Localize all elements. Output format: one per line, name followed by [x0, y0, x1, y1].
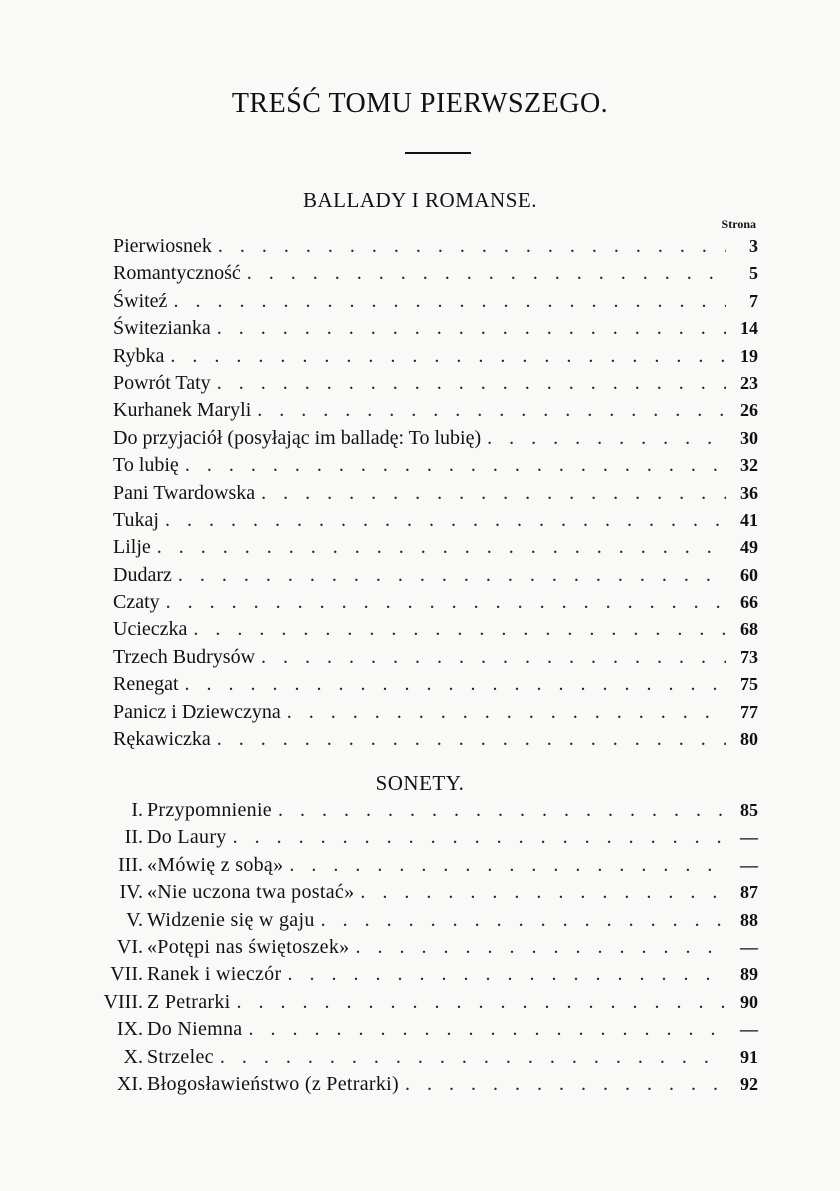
- toc-entry: [113, 671, 758, 698]
- toc-entry: [113, 699, 758, 726]
- entry-number: V.: [126, 908, 143, 931]
- entry-page-number: 66: [740, 592, 758, 613]
- dot-leader: [349, 934, 726, 961]
- toc-list-ballady: [113, 233, 758, 753]
- entry-page-number: 14: [740, 318, 758, 339]
- section-heading-sonety: SONETY.: [375, 771, 465, 795]
- entry-page-number: 19: [740, 345, 758, 366]
- dot-leader: [255, 480, 726, 507]
- entry-title: Świtezianka: [113, 317, 211, 340]
- dot-leader: [399, 1071, 726, 1098]
- entry-number: IV.: [119, 881, 143, 904]
- dot-leader: [281, 699, 726, 726]
- entry-page-number: 26: [740, 400, 758, 421]
- entry-number: IX.: [116, 1018, 143, 1041]
- dot-leader: [187, 616, 726, 643]
- page-title: TREŚĆ TOMU PIERWSZEGO.: [231, 88, 609, 119]
- entry-number: I.: [131, 799, 143, 821]
- entry-page-number: 30: [740, 427, 758, 448]
- toc-entry: [85, 824, 758, 851]
- toc-entry: [113, 726, 758, 753]
- toc-entry: [113, 315, 758, 342]
- dot-leader: [179, 671, 726, 698]
- entry-title: Lilje: [113, 536, 151, 559]
- dot-leader: [283, 852, 726, 879]
- entry-page-number: 87: [740, 882, 758, 903]
- toc-entry: [113, 616, 758, 643]
- entry-title: Ranek i wieczór: [147, 963, 282, 986]
- toc-entry: [85, 797, 758, 824]
- dot-leader: [241, 260, 726, 287]
- toc-entry: [113, 397, 758, 424]
- entry-title: Przypomnienie: [147, 799, 272, 821]
- dot-leader: [354, 879, 726, 906]
- dot-leader: [159, 507, 726, 534]
- entry-title: Trzech Budrysów: [113, 645, 256, 668]
- toc-entry: [85, 1016, 758, 1043]
- entry-page-number: —: [740, 1019, 758, 1040]
- entry-page-number: 73: [740, 646, 758, 667]
- entry-title: «Nie uczona twa postać»: [147, 881, 355, 904]
- toc-entry: [113, 260, 758, 287]
- entry-title: To lubię: [113, 454, 179, 477]
- entry-title: «Potępi nas świętoszek»: [147, 935, 350, 958]
- toc-entry: [113, 288, 758, 315]
- entry-number: VI.: [116, 935, 143, 958]
- entry-page-number: 90: [740, 991, 758, 1012]
- entry-title: Błogosławieństwo (z Petrarki): [147, 1072, 399, 1095]
- entry-page-number: —: [740, 854, 758, 875]
- toc-entry: [113, 452, 758, 479]
- toc-entry: [113, 370, 758, 397]
- entry-page-number: —: [740, 936, 758, 957]
- entry-number: VII.: [110, 963, 143, 986]
- dot-leader: [179, 452, 726, 479]
- dot-leader: [211, 726, 726, 753]
- dot-leader: [172, 562, 726, 589]
- toc-entry: [113, 343, 758, 370]
- toc-entry: [85, 907, 758, 934]
- entry-title: Do Laury: [147, 826, 227, 849]
- entry-title: Pierwiosnek: [113, 235, 212, 257]
- dot-leader: [227, 824, 726, 851]
- dot-leader: [315, 907, 726, 934]
- entry-page-number: 91: [740, 1046, 758, 1067]
- entry-number: VIII.: [103, 990, 143, 1013]
- entry-page-number: 89: [740, 964, 758, 985]
- toc-entry: [113, 507, 758, 534]
- entry-number: XI.: [116, 1072, 143, 1095]
- entry-title: Z Petrarki: [147, 990, 231, 1013]
- dot-leader: [214, 1044, 726, 1071]
- entry-title: «Mówię z sobą»: [147, 853, 284, 876]
- dot-leader: [242, 1016, 726, 1043]
- dot-leader: [167, 288, 726, 315]
- dot-leader: [281, 961, 726, 988]
- entry-title: Strzelec: [147, 1045, 214, 1068]
- entry-title: Do przyjaciół (posyłając im balladę: To lubię): [113, 426, 482, 449]
- dot-leader: [211, 315, 726, 342]
- toc-entry: [113, 233, 758, 260]
- toc-entry: [85, 852, 758, 879]
- entry-page-number: 5: [749, 263, 758, 284]
- entry-page-number: 88: [740, 909, 758, 930]
- entry-title: Tukaj: [113, 508, 159, 531]
- entry-page-number: 68: [740, 619, 758, 640]
- dot-leader: [231, 989, 726, 1016]
- entry-page-number: —: [740, 827, 758, 848]
- entry-page-number: 85: [740, 800, 758, 820]
- toc-entry: [113, 480, 758, 507]
- entry-page-number: 92: [740, 1073, 758, 1094]
- entry-page-number: 36: [740, 482, 758, 503]
- dot-leader: [272, 797, 726, 824]
- dot-leader: [212, 233, 726, 260]
- dot-leader: [160, 589, 726, 616]
- entry-title: Dudarz: [113, 563, 172, 586]
- entry-page-number: 41: [740, 509, 758, 530]
- toc-entry: [85, 934, 758, 961]
- entry-title: Powrót Taty: [113, 371, 211, 394]
- entry-title: Kurhanek Maryli: [113, 399, 252, 422]
- dot-leader: [164, 343, 726, 370]
- entry-title: Do Niemna: [147, 1018, 243, 1041]
- entry-page-number: 75: [740, 674, 758, 695]
- entry-page-number: 23: [740, 372, 758, 393]
- dot-leader: [151, 534, 726, 561]
- entry-page-number: 80: [740, 729, 758, 750]
- toc-entry: [85, 961, 758, 988]
- toc-entry: [85, 989, 758, 1016]
- dot-leader: [481, 425, 726, 452]
- entry-number: II.: [124, 826, 143, 849]
- entry-number: III.: [118, 853, 143, 876]
- entry-page-number: 3: [749, 236, 758, 256]
- toc-entry: [113, 644, 758, 671]
- toc-entry: [85, 1044, 758, 1071]
- entry-title: Romantyczność: [113, 262, 241, 285]
- entry-number: X.: [123, 1045, 143, 1068]
- entry-page-number: 49: [740, 537, 758, 558]
- page-column-label: Strona: [721, 217, 756, 231]
- title-rule: [405, 152, 471, 154]
- toc-entry: [113, 562, 758, 589]
- entry-title: Świteź: [113, 289, 168, 312]
- section-heading-ballady: BALLADY I ROMANSE.: [303, 188, 537, 212]
- entry-title: Pani Twardowska: [113, 481, 256, 504]
- toc-entry: [85, 1071, 758, 1098]
- entry-page-number: 77: [740, 701, 758, 722]
- toc-entry: [113, 534, 758, 561]
- toc-list-sonety: [85, 797, 758, 1098]
- entry-page-number: 32: [740, 455, 758, 476]
- dot-leader: [211, 370, 726, 397]
- toc-entry: [113, 425, 758, 452]
- dot-leader: [251, 397, 726, 424]
- entry-title: Ucieczka: [113, 618, 188, 641]
- entry-page-number: 7: [749, 290, 758, 311]
- entry-title: Widzenie się w gaju: [147, 908, 315, 931]
- entry-title: Rybka: [113, 344, 165, 367]
- toc-entry: [85, 879, 758, 906]
- entry-title: Rękawiczka: [113, 728, 211, 751]
- entry-page-number: 60: [740, 564, 758, 585]
- dot-leader: [255, 644, 726, 671]
- entry-title: Panicz i Dziewczyna: [113, 700, 281, 723]
- entry-title: Czaty: [113, 591, 160, 614]
- entry-title: Renegat: [113, 673, 179, 696]
- toc-entry: [113, 589, 758, 616]
